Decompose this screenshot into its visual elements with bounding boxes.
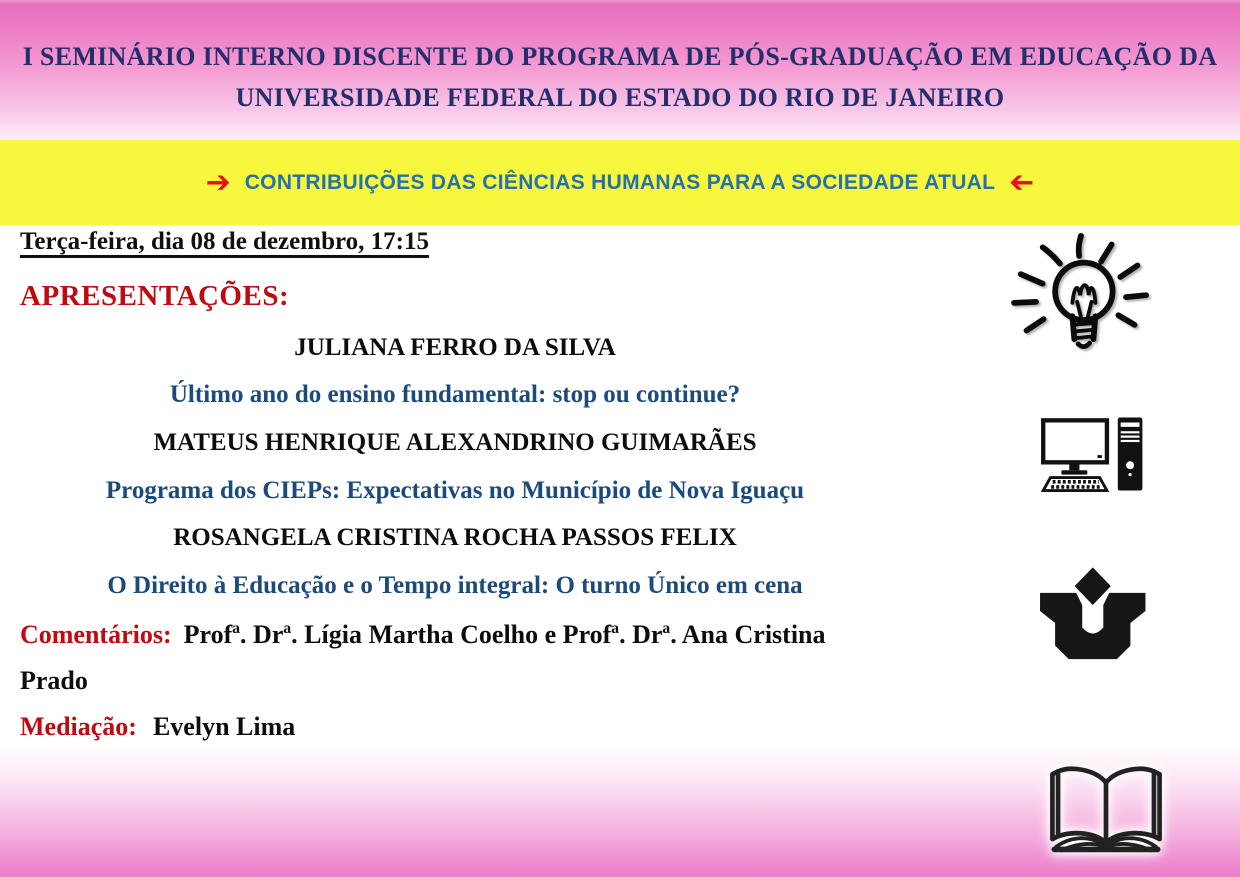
presentation-title: Programa dos CIEPs: Expectativas no Município de Nova Iguaçu	[105, 477, 805, 504]
left-arrow-icon: ➔	[1009, 164, 1035, 200]
presentation-author: JULIANA FERRO DA SILVA	[294, 334, 616, 361]
unirio-logo-icon	[1028, 556, 1156, 672]
header-title-line1: I SEMINÁRIO INTERNO DISCENTE DO PROGRAMA DE PÓS-GRADUAÇÃO EM EDUCAÇÃO DA	[22, 42, 1218, 71]
comments-value-line1: Profª. Drª. Lígia Martha Coelho e Profª. Drª. Ana Cristina	[183, 620, 826, 649]
presentation-author: ROSANGELA CRISTINA ROCHA PASSOS FELIX	[173, 524, 737, 551]
right-arrow-icon: ➔	[205, 164, 231, 200]
header-title-line2: UNIVERSIDADE FEDERAL DO ESTADO DO RIO DE JANEIRO	[235, 83, 1005, 112]
theme-banner	[0, 140, 1240, 225]
open-book-icon	[1044, 762, 1168, 856]
comments-value-line2: Prado	[20, 666, 88, 695]
mediation-row	[20, 712, 295, 742]
mediation-value: Evelyn Lima	[152, 712, 296, 741]
theme-title: CONTRIBUIÇÕES DAS CIÊNCIAS HUMANAS PARA A SOCIEDADE ATUAL	[244, 170, 996, 194]
comments-label: Comentários:	[20, 620, 172, 649]
presentation-author: MATEUS HENRIQUE ALEXANDRINO GUIMARÃES	[153, 429, 757, 456]
event-datetime: Terça-feira, dia 08 de dezembro, 17:15	[20, 228, 429, 255]
section-title: APRESENTAÇÕES:	[20, 280, 290, 312]
lightbulb-icon	[1002, 232, 1160, 366]
presentation-title: Último ano do ensino fundamental: stop ou continue?	[169, 381, 741, 408]
header-band	[0, 0, 1240, 140]
mediation-label: Mediação:	[20, 712, 137, 741]
presentation-title: O Direito à Educação e o Tempo integral: O turno Único em cena	[107, 572, 803, 599]
comments-row	[20, 620, 826, 650]
desktop-computer-icon	[1036, 416, 1146, 492]
